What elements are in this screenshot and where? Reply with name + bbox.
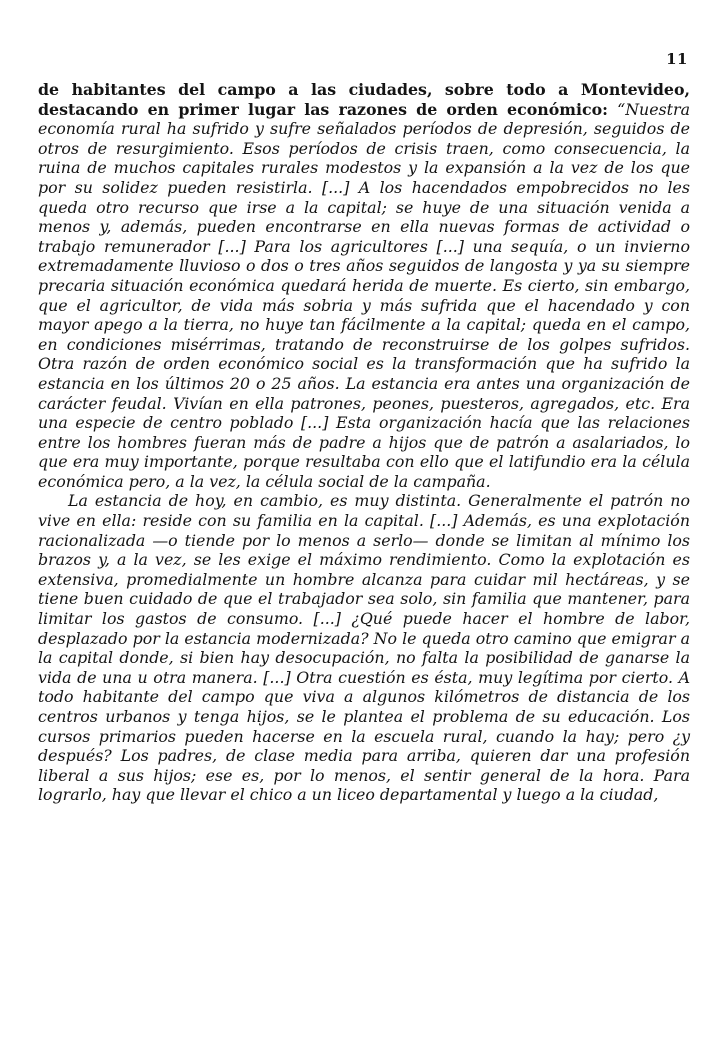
paragraph-1 [38, 80, 690, 491]
paragraph-2: La estancia de hoy, en cambio, es muy distinta. Generalmente el patrón no vive en ella: reside con su familia en la capital. [...] Además, es una explotación racionalizada —o tiende por lo menos a serlo— donde se limitan al mínimo los brazos y, a la vez, se les exige el máximo rendimiento. Como la explotación es extensiva, promedialmente un hombre alcanza para cuidar mil hectáreas, y se tiene buen cuidado de que el trabajador sea solo, sin familia que mantener, para limitar los gastos de consumo. [...] ¿Qué puede hacer el hombre de labor, desplazado por la estancia modernizada? No le queda otro camino que emigrar a la capital donde, si bien hay desocupación, no falta la posibilidad de ganarse la vida de una u otra manera. [...] Otra cuestión es ésta, muy legítima por cierto. A todo habitante del campo que viva a algunos kilómetros de distancia de los centros urbanos y tenga hijos, se le plantea el problema de su educación. Los cursos primarios pueden hacerse en la escuela rural, cuando la hay; pero ¿y después? Los padres, de clase media para arriba, quieren dar una profesión liberal a sus hijos; ese es, por lo menos, el sentir general de la hora. Para lograrlo, hay que llevar el chico a un liceo departamental y luego a la ciudad, [38, 491, 690, 805]
page-number: 11 [666, 50, 688, 68]
text-block [38, 80, 690, 805]
paragraph-1-quote-text: “Nuestra economía rural ha sufrido y sufre señalados períodos de depresión, seguidos de otros de resurgimiento. Esos períodos de crisis traen, como consecuencia, la ruina de muchos capitales rurales modestos y la expansión a la vez de los que por su solidez pueden resistirla. [...] A los hacendados empobrecidos no les queda otro recurso que irse a la capital; se huye de una situación venida a menos y, además, pueden encontrarse en ella nuevas formas de actividad o trabajo remunerador [...] Para los agricultores [...] una sequía, o un invierno extremadamente lluvioso o dos o tres años seguidos de langosta y ya su siempre precaria situación económica quedará herida de muerte. Es cierto, sin embargo, que el agricultor, de vida más sobria y más sufrida que el hacendado y con mayor apego a la tierra, no huye tan fácilmente a la capital; queda en el campo, en condiciones misérrimas, tratando de reconstruirse de los golpes sufridos. Otra razón de orden económico social es la transformación que ha sufrido la estancia en los últimos 20 o 25 años. La estancia era antes una organización de carácter feudal. Vivían en ella patrones, peones, puesteros, agregados, etc. Era una especie de centro poblado [...] Esta organización hacía que las relaciones entre los hombres fueran más de padre a hijos que de patrón a asalariados, lo que era muy importante, porque resultaba con ello que el latifundio era la célula económica pero, a la vez, la célula social de la campaña. [38, 99, 690, 491]
paragraph-1-lead-text: de habitantes del campo a las ciudades, sobre todo a Montevideo, destacando en primer lugar las razones de orden económico: [38, 80, 690, 119]
